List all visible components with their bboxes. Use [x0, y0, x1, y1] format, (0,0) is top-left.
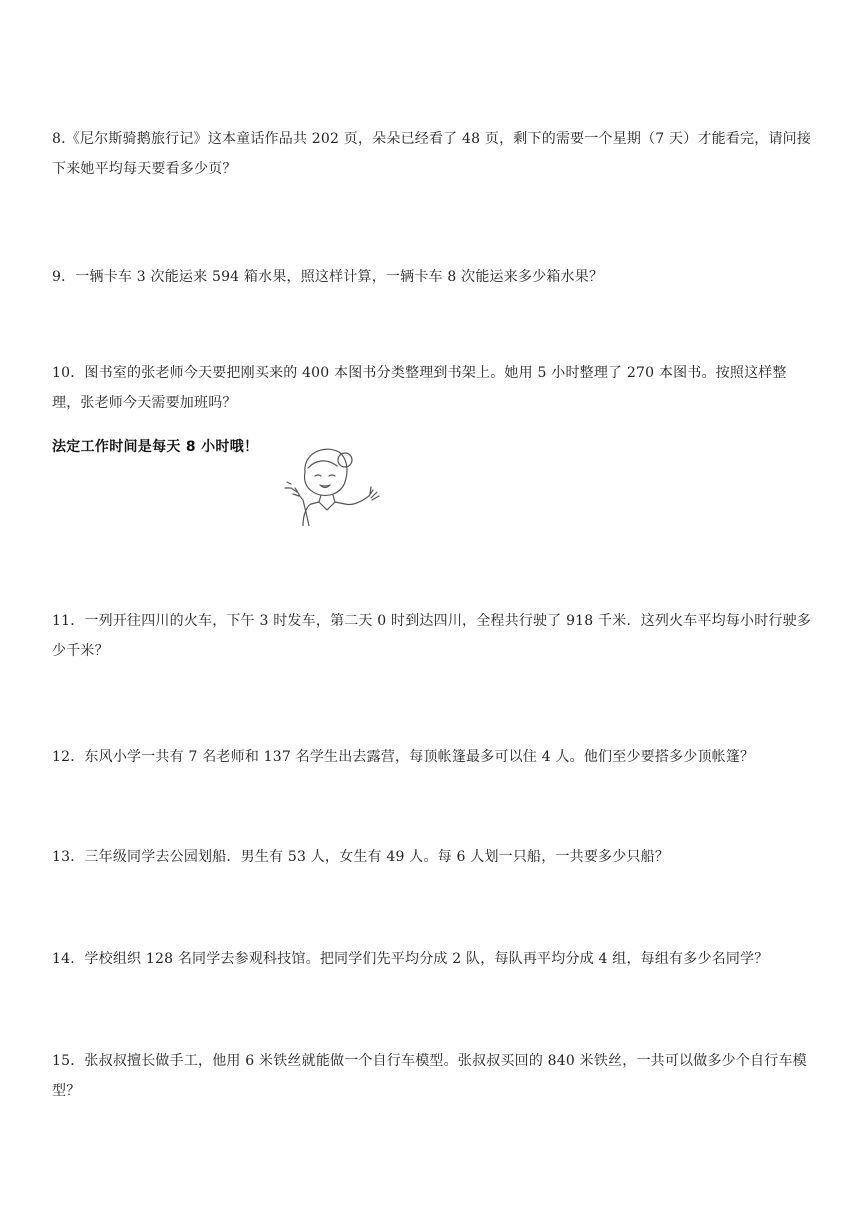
work-hours-callout: 法定工作时间是每天 8 小时哦！	[52, 439, 259, 455]
question-14: 14．学校组织 128 名同学去参观科技馆。把同学们先平均分成 2 队，每队再平均分成 4 组，每组有多少名同学？	[52, 951, 769, 967]
question-13: 13．三年级同学去公园划船．男生有 53 人，女生有 49 人。每 6 人划一只船，一共要多少只船？	[52, 849, 670, 865]
girl-teacher-icon	[275, 440, 385, 526]
question-11: 11．一列开往四川的火车，下午 3 时发车，第二天 0 时到达四川，全程共行驶了 918 千米．这列火车平均每小时行驶多少千米？	[52, 613, 812, 659]
question-9: 9．一辆卡车 3 次能运来 594 箱水果，照这样计算，一辆卡车 8 次能运来多少箱水果？	[52, 269, 604, 285]
question-8: 8.《尼尔斯骑鹅旅行记》这本童话作品共 202 页，朵朵已经看了 48 页，剩下的需要一个星期（7 天）才能看完，请问接下来她平均每天要看多少页？	[52, 131, 812, 177]
question-15: 15．张叔叔擅长做手工，他用 6 米铁丝就能做一个自行车模型。张叔叔买回的 840 米铁丝，一共可以做多少个自行车模型？	[52, 1053, 807, 1099]
question-12: 12．东风小学一共有 7 名老师和 137 名学生出去露营，每顶帐篷最多可以住 4 人。他们至少要搭多少顶帐篷？	[52, 749, 755, 765]
question-10: 10．图书室的张老师今天要把刚买来的 400 本图书分类整理到书架上。她用 5 小时整理了 270 本图书。按照这样整理，张老师今天需要加班吗？	[52, 365, 787, 411]
